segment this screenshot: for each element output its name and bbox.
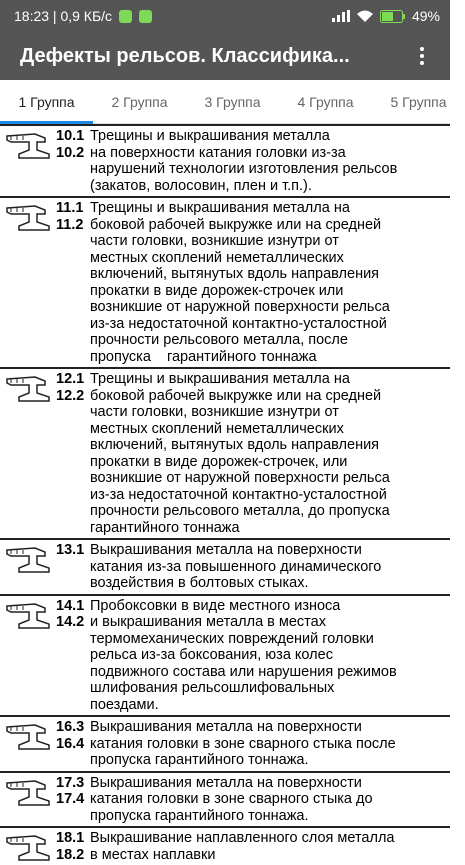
defect-code: 17.3	[56, 774, 85, 791]
defect-code: 10.2	[56, 144, 85, 161]
defect-codes	[56, 775, 90, 825]
status-time: 18:23 | 0,9 КБ/с	[14, 8, 113, 24]
notification-icon	[119, 10, 132, 23]
defect-codes	[56, 830, 90, 863]
defect-code: 14.2	[56, 614, 85, 630]
more-vert-icon[interactable]	[408, 40, 436, 72]
signal-icon	[332, 10, 350, 22]
defect-code: 12.1	[56, 371, 85, 387]
defect-code: 11.1	[56, 200, 84, 216]
tab-group-5[interactable]: 5 Группа	[390, 93, 447, 110]
battery-icon	[380, 10, 406, 23]
tab-group-4[interactable]: 4 Группа	[297, 93, 354, 110]
rail-defect-icon	[0, 128, 56, 194]
status-bar	[0, 0, 450, 32]
app-bar	[0, 32, 450, 80]
list-item[interactable]	[0, 715, 450, 771]
rail-defect-icon	[0, 775, 56, 825]
defect-code: 12.2	[56, 387, 85, 404]
defect-code: 16.3	[56, 719, 85, 735]
defect-code: 18.1	[56, 830, 85, 846]
tab-group-1[interactable]: 1 Группа	[0, 80, 93, 124]
list-item[interactable]	[0, 124, 450, 196]
list-item[interactable]	[0, 196, 450, 367]
tab-group-2[interactable]: 2 Группа	[111, 93, 168, 110]
defect-code: 14.1	[56, 597, 85, 614]
defect-codes	[56, 719, 90, 769]
battery-level: 49%	[411, 8, 440, 24]
defect-codes	[56, 371, 90, 536]
defect-code: 17.4	[56, 791, 85, 807]
defect-description: Выкрашивания металла на поверхности катания головки в зоне сварного стыка до пропуска гарантийного тоннажа.	[90, 774, 373, 824]
rail-defect-icon	[0, 830, 56, 863]
defect-code: 11.2	[56, 216, 84, 233]
defect-code: 13.1	[56, 542, 85, 558]
defect-list[interactable]	[0, 124, 450, 863]
app-notification-icon	[139, 10, 152, 23]
rail-defect-icon	[0, 598, 56, 714]
defect-codes	[56, 200, 90, 365]
tab-group-3[interactable]: 3 Группа	[204, 93, 261, 110]
list-item[interactable]	[0, 771, 450, 827]
wifi-icon	[356, 10, 374, 23]
page-title: Дефекты рельсов. Классифика...	[20, 44, 350, 67]
defect-description: Пробоксовки в виде местного износа и выкрашивания металла в местах термомеханических повреждений головки рельса из-за боксования, юза колес подвижного состава или нарушения режимов шлифования рельсошлифовальных поездами.	[90, 597, 397, 713]
defect-description: Трещины и выкрашивания металла на боковой рабочей выкружке или на средней части головки, возникшие изнутри от местных скоплений неметаллических включений, вытянутых вдоль направления прокатки в виде дорожек-строчек, или возникшие от наружной поверхности рельса из-за недостаточной контактно-усталостной прочности рельсового металла, до пропуска гарантийного тоннажа	[90, 371, 390, 536]
defect-code: 18.2	[56, 846, 85, 863]
rail-defect-icon	[0, 200, 56, 365]
defect-code: 10.1	[56, 128, 85, 144]
rail-defect-icon	[0, 719, 56, 769]
list-item[interactable]	[0, 594, 450, 716]
defect-code: 16.4	[56, 735, 85, 752]
defect-codes	[56, 128, 90, 194]
defect-description: Трещины и выкрашивания металла на поверхности катания головки из-за нарушений технологии изготовления рельсов (закатов, волосовин, плен и т.п.).	[90, 128, 398, 194]
rail-defect-icon	[0, 371, 56, 536]
defect-description: Выкрашивания металла на поверхности катания головки в зоне сварного стыка после пропуска гарантийного тоннажа.	[90, 719, 396, 768]
group-tabs	[0, 80, 450, 124]
defect-description: Выкрашивания металла на поверхности катания из-за повышенного динамического воздействия в болтовых стыках.	[90, 542, 382, 591]
defect-description: Выкрашивание наплавленного слоя металла в местах наплавки	[90, 830, 395, 863]
rail-defect-icon	[0, 542, 56, 592]
defect-codes	[56, 598, 90, 714]
defect-codes	[56, 542, 90, 592]
list-item[interactable]	[0, 367, 450, 538]
list-item[interactable]	[0, 826, 450, 865]
list-item[interactable]	[0, 538, 450, 594]
defect-description: Трещины и выкрашивания металла на боковой рабочей выкружке или на средней части головки, возникшие изнутри от местных скоплений неметаллических включений, вытянутых вдоль направления прокатки в виде дорожек-строчек или возникшие от наружной поверхности рельса из-за недостаточной контактно-усталостной прочности рельсового металла, после пропуска гарантийного тоннажа	[90, 200, 390, 365]
